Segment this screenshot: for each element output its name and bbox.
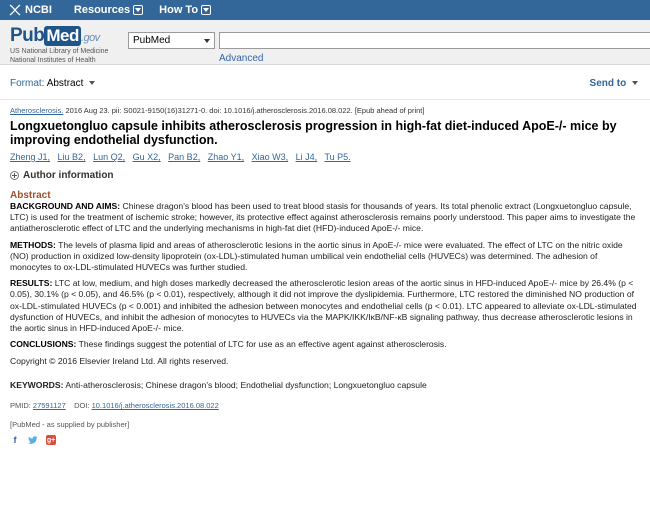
author-link[interactable]: Li J4,: [295, 152, 318, 162]
howto-menu-label: How To: [159, 4, 199, 16]
citation-details: 2016 Aug 23. pii: S0021-9150(16)31271-0. doi: 10.1016/j.atherosclerosis.2016.08.022. [Epub ahead of print]: [63, 106, 425, 115]
ncbi-top-bar: [0, 0, 650, 20]
database-select-value: PubMed: [133, 35, 171, 46]
share-bar: [10, 435, 640, 445]
abstract-heading: Abstract: [10, 190, 51, 201]
author-link[interactable]: Zheng J1,: [10, 152, 51, 162]
format-value: Abstract: [46, 78, 84, 89]
author-link[interactable]: Gu X2,: [132, 152, 161, 162]
database-select[interactable]: [128, 32, 215, 49]
doi-label: DOI:: [74, 401, 92, 411]
copyright: Copyright © 2016 Elsevier Ireland Ltd. All rights reserved.: [10, 356, 229, 367]
nlm-subtitle-1: US National Library of Medicine: [10, 48, 109, 55]
pubmed-wordmark-gov: .gov: [80, 32, 100, 44]
abstract-conclusions: [10, 339, 640, 350]
journal-link[interactable]: Atherosclerosis.: [10, 106, 64, 115]
author-link[interactable]: Lun Q2,: [93, 152, 126, 162]
publication-status: [PubMed - as supplied by publisher]: [10, 420, 130, 430]
advanced-search-link[interactable]: Advanced: [219, 53, 264, 64]
pmid-link[interactable]: 27591127: [32, 401, 66, 411]
abstract-background: [10, 201, 640, 235]
results-text: LTC at low, medium, and high doses markedly decreased the atherosclerotic lesion areas of the aortic sinus in HFD-induced ApoE-/- mice by 26.4% (p < 0.05), 30.1% (p < 0.05), and 46.5% (p < 0.01), respectively, although it did not improve the dyslipidemia. Furthermore, LTC restored the diminished NO production of ox-LDL-stimulated HUVECs (p < 0.001) and inhibited the adhesion between monocytes and endothelial cells (p < 0.01). LTC appeared to alleviate ox-LDL-stimulated dysfunction of HUVECs, and inhibit the adhesion of monocytes to HUVECs via the MAPK/IKK/IκB/NF-κB signaling pathway, thus decrease atherosclerotic lesions in the aortic sinus in HFD-induced ApoE-/- mice.: [10, 278, 637, 334]
author-information-toggle[interactable]: [10, 170, 640, 181]
author-link[interactable]: Xiao W3,: [251, 152, 289, 162]
facebook-icon[interactable]: f: [13, 435, 17, 446]
howto-menu[interactable]: [159, 4, 211, 16]
conclusions-text: These findings suggest the potential of LTC for use as an effective agent against atherosclerosis.: [76, 339, 447, 350]
pubmed-wordmark-pub: Pub: [10, 25, 45, 46]
abstract-results: [10, 278, 640, 334]
chevron-down-icon: [201, 5, 211, 15]
methods-label: METHODS:: [10, 239, 56, 250]
resources-menu[interactable]: [74, 4, 143, 16]
author-information-label: Author information: [23, 170, 114, 181]
expand-plus-icon: [10, 171, 19, 180]
citation: [10, 106, 640, 115]
identifiers: [10, 401, 640, 410]
nlm-subtitle-2: National Institutes of Health: [10, 57, 96, 64]
chevron-down-icon: [133, 5, 143, 15]
dropdown-arrow-icon: [204, 39, 210, 43]
search-header: [0, 20, 650, 65]
resources-menu-label: Resources: [73, 4, 131, 16]
pmid-label: PMID:: [10, 401, 33, 411]
conclusions-label: CONCLUSIONS:: [10, 339, 77, 350]
format-bar: [0, 74, 650, 100]
author-link[interactable]: Pan B2,: [168, 152, 201, 162]
background-label: BACKGROUND AND AIMS:: [10, 201, 121, 211]
keywords-label: KEYWORDS:: [10, 380, 64, 391]
author-link[interactable]: Liu B2,: [57, 152, 86, 162]
send-to-menu[interactable]: [590, 78, 638, 89]
methods-text: The levels of plasma lipid and areas of atherosclerotic lesions in the aortic sinus in ApoE-/- mice were evaluated. The effect of LTC on the nitric oxide (NO) production in oxidized low-density lipoprotein (ox-LDL)-stimulated human umbilical vein endothelial cells (HUVECs) was determined. The adhesion of monocytes to ox-LDL-stimulated HUVECs was further studied.: [10, 239, 623, 273]
article-title: Longxuetongluo capsule inhibits atherosclerosis progression in high-fat diet-induced ApoE-/- mice by improving endothelial dysfunction.: [10, 119, 617, 147]
background-text: Chinese dragon's blood has been used to treat blood stasis for thousands of years. Its total phenolic extract (Longxuetongluo capsule, LTC) is used for the treatment of ischemic stroke; however, its protective effect against atherosclerosis remains poorly understood. This paper aims to investigate the antiatherosclerotic effect of LTC and the underlying mechanisms in high-fat diet (HFD)-induced ApoE-/- mice.: [10, 201, 636, 234]
format-selector[interactable]: [10, 78, 95, 89]
search-input[interactable]: [219, 32, 650, 49]
google-plus-icon[interactable]: g+: [46, 436, 56, 444]
format-label: Format:: [10, 78, 45, 89]
send-to-label: Send to: [589, 78, 627, 89]
keywords: [10, 380, 640, 390]
twitter-icon[interactable]: [28, 435, 38, 445]
keywords-text: Anti-atherosclerosis; Chinese dragon's blood; Endothelial dysfunction; Longxuetongluo capsule: [63, 380, 427, 391]
author-list: [10, 152, 640, 162]
abstract-methods: [10, 240, 640, 274]
ncbi-logo-text: NCBI: [25, 4, 52, 16]
pubmed-wordmark: [10, 25, 108, 47]
pubmed-logo[interactable]: [10, 25, 108, 65]
doi-link[interactable]: 10.1016/j.atherosclerosis.2016.08.022: [91, 401, 219, 411]
ncbi-helix-icon: [8, 4, 22, 16]
author-link[interactable]: Zhao Y1,: [207, 152, 245, 162]
pubmed-wordmark-med: Med: [46, 26, 79, 45]
results-label: RESULTS:: [10, 278, 53, 289]
caret-down-icon: [632, 81, 638, 85]
ncbi-logo[interactable]: [8, 4, 52, 16]
article: [10, 106, 640, 445]
author-link[interactable]: Tu P5.: [324, 152, 351, 162]
caret-down-icon: [89, 81, 95, 85]
